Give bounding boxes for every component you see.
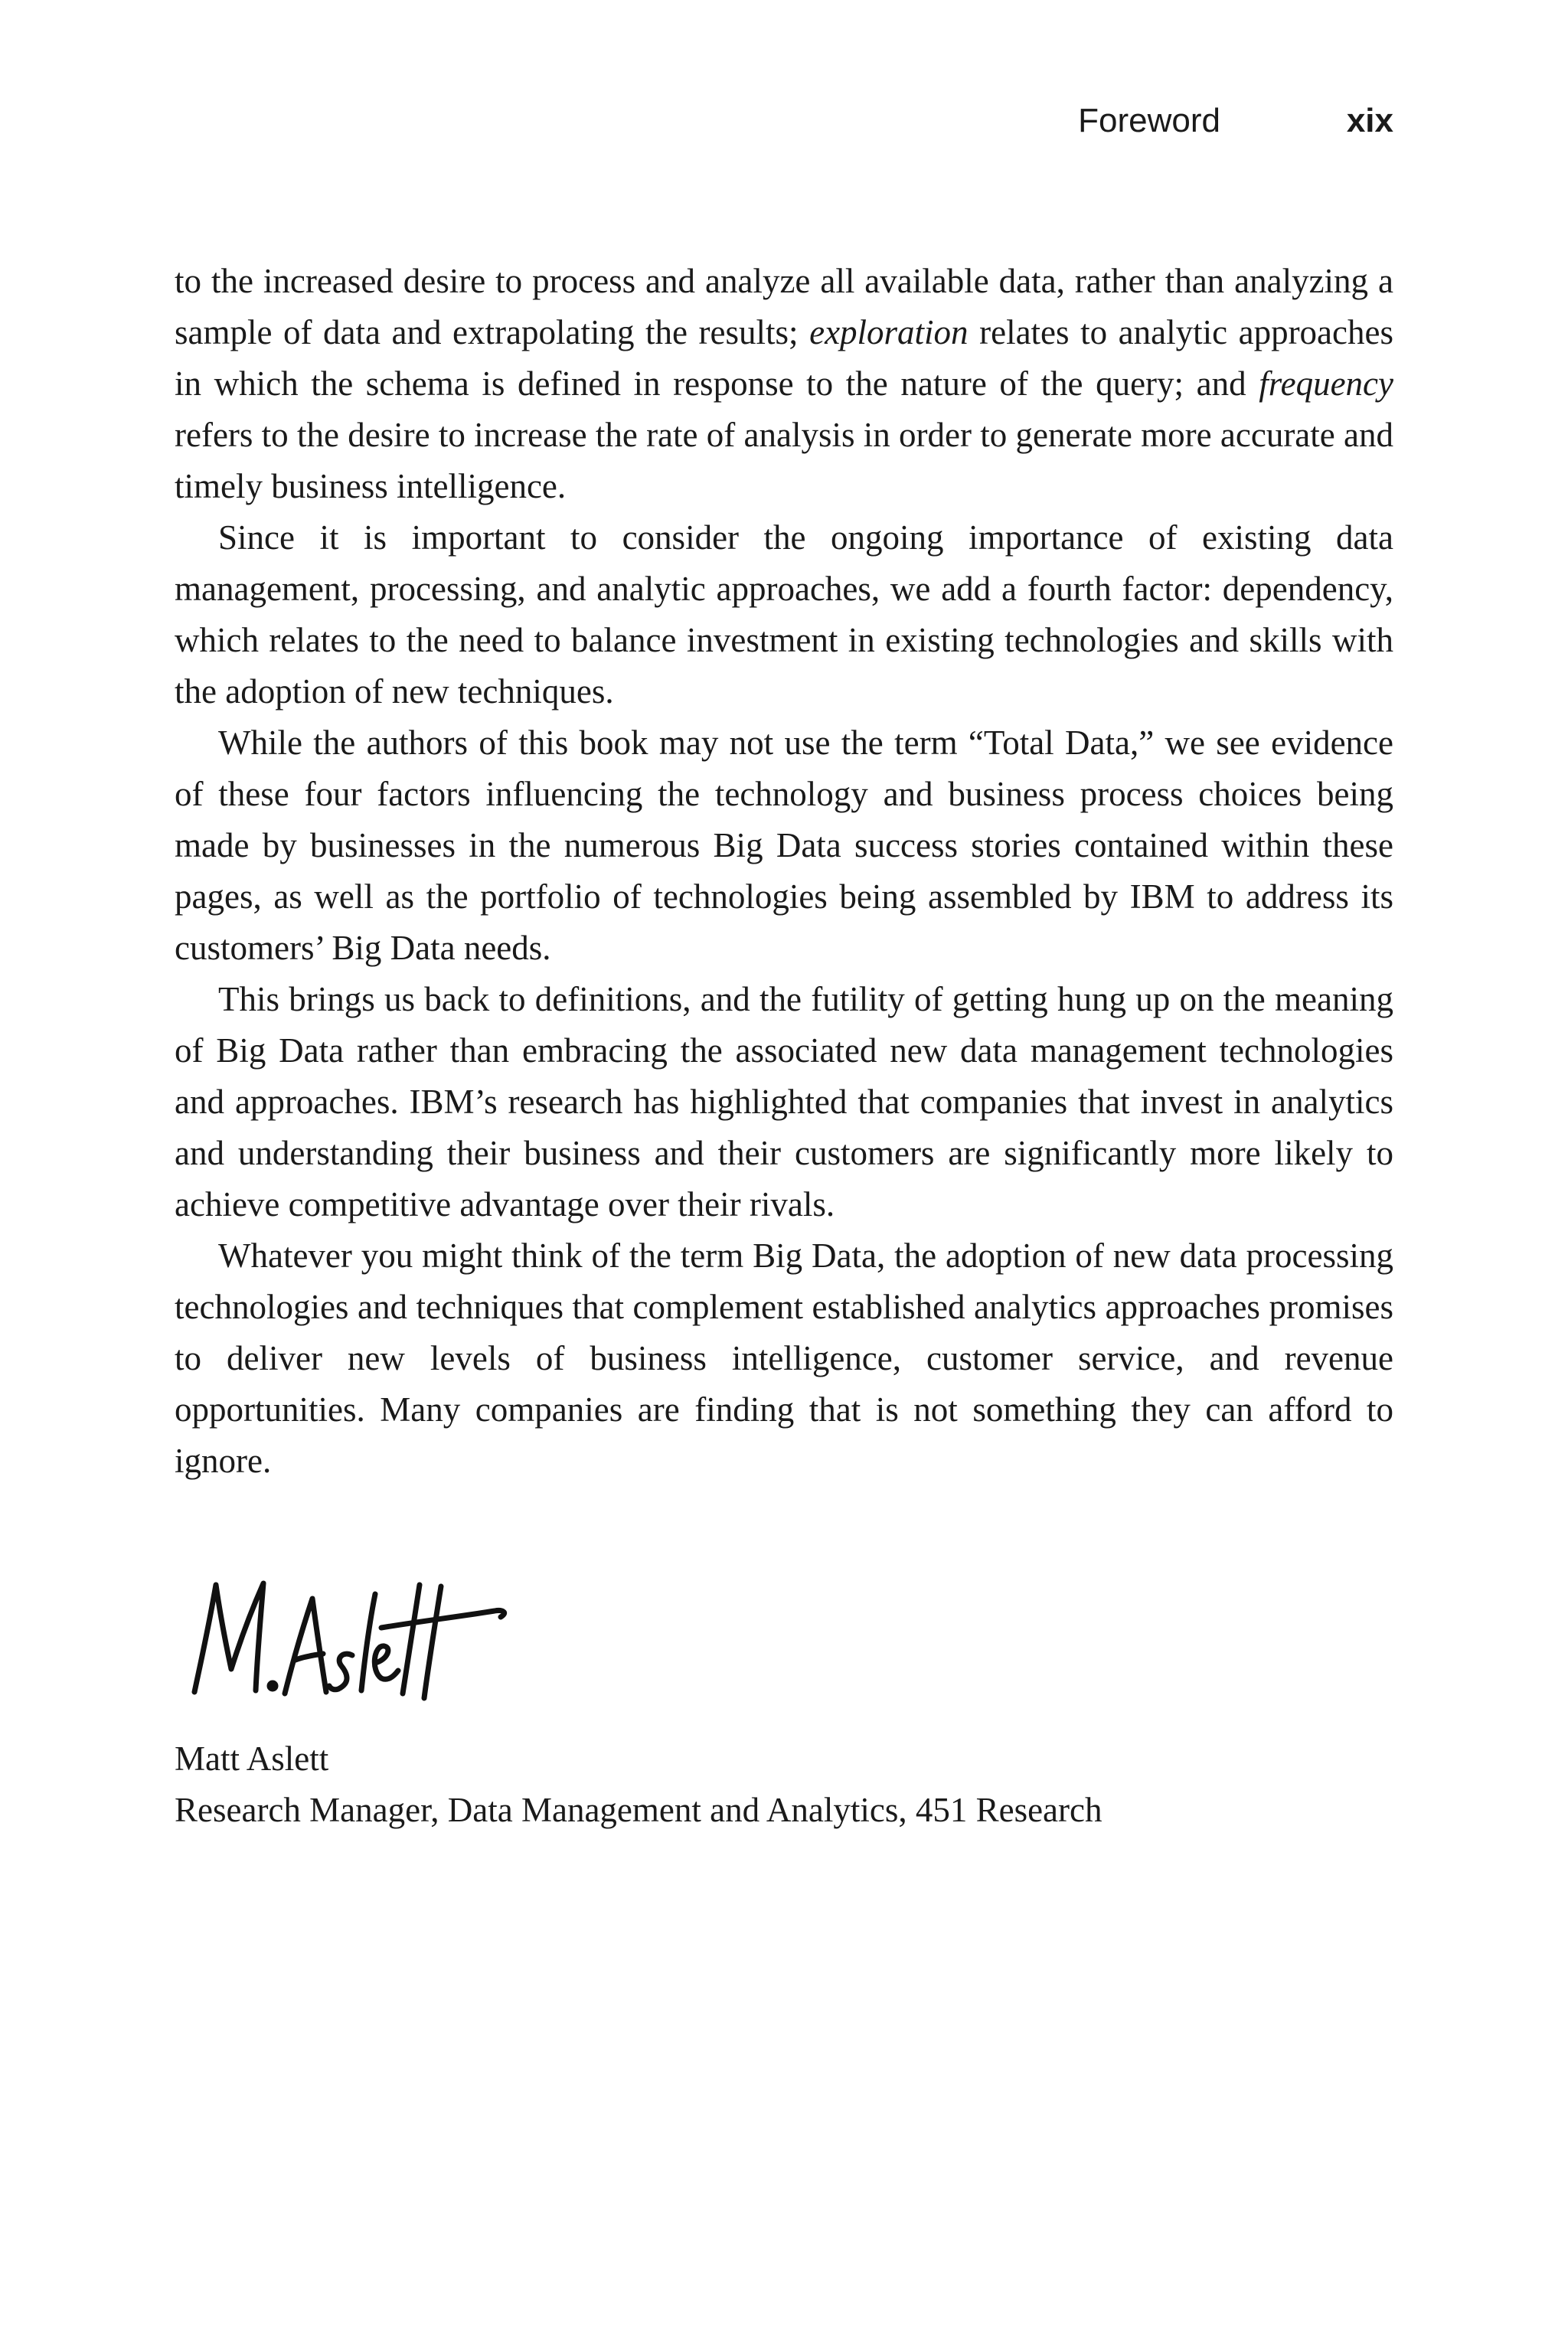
paragraph-2: Since it is important to consider the ongoing importance of existing data management, processing, and analytic approaches, we add a fourth factor: dependency, which relates to the need to balance investment in existing technologies and skills with the adoption of new techniques. [175, 518, 1393, 710]
running-head [175, 98, 1393, 144]
page-number: xix [1346, 102, 1393, 139]
term-frequency: frequency [1259, 364, 1393, 403]
signer-title: Research Manager, Data Management and Analytics, 451 Research [175, 1791, 1102, 1829]
term-exploration: exploration [809, 313, 969, 351]
handwritten-signature [181, 1563, 541, 1709]
paragraph-3: While the authors of this book may not use the term “Total Data,” we see evidence of these four factors influencing the technology and business process choices being made by businesses in the numerous Big Data success stories contained within these pages, as well as the portfolio of technologies being assembled by IBM to address its customers’ Big Data needs. [175, 724, 1393, 967]
signature-icon [181, 1563, 541, 1709]
signer-block [175, 1733, 1393, 1836]
paragraph-1 [175, 256, 1393, 512]
foreword-body [175, 256, 1393, 1487]
running-head-section-title: Foreword [1078, 102, 1220, 139]
paragraph-4: This brings us back to definitions, and the futility of getting hung up on the meaning of Big Data rather than embracing the associated new data management technologies and approaches. IBM’s research has highlighted that companies that invest in analytics and understanding their business and their customers are significantly more likely to achieve competitive advantage over their rivals. [175, 980, 1393, 1223]
signer-name: Matt Aslett [175, 1740, 329, 1778]
paragraph-1-text-b: relates to analytic approaches in which the schema is defined in response to the nature of the query; and [175, 313, 1393, 403]
paragraph-1-text-c: refers to the desire to increase the rate of analysis in order to generate more accurate and timely business intelligence. [175, 416, 1393, 505]
paragraph-5: Whatever you might think of the term Big Data, the adoption of new data processing technologies and techniques that complement established analytics approaches promises to deliver new levels of business intelligence, customer service, and revenue opportunities. Many companies are finding that is not something they can afford to ignore. [175, 1236, 1393, 1480]
paragraph-1-text-a: to the increased desire to process and analyze all available data, rather than analyzing a sample of data and extrapolating the results; [175, 262, 1393, 351]
